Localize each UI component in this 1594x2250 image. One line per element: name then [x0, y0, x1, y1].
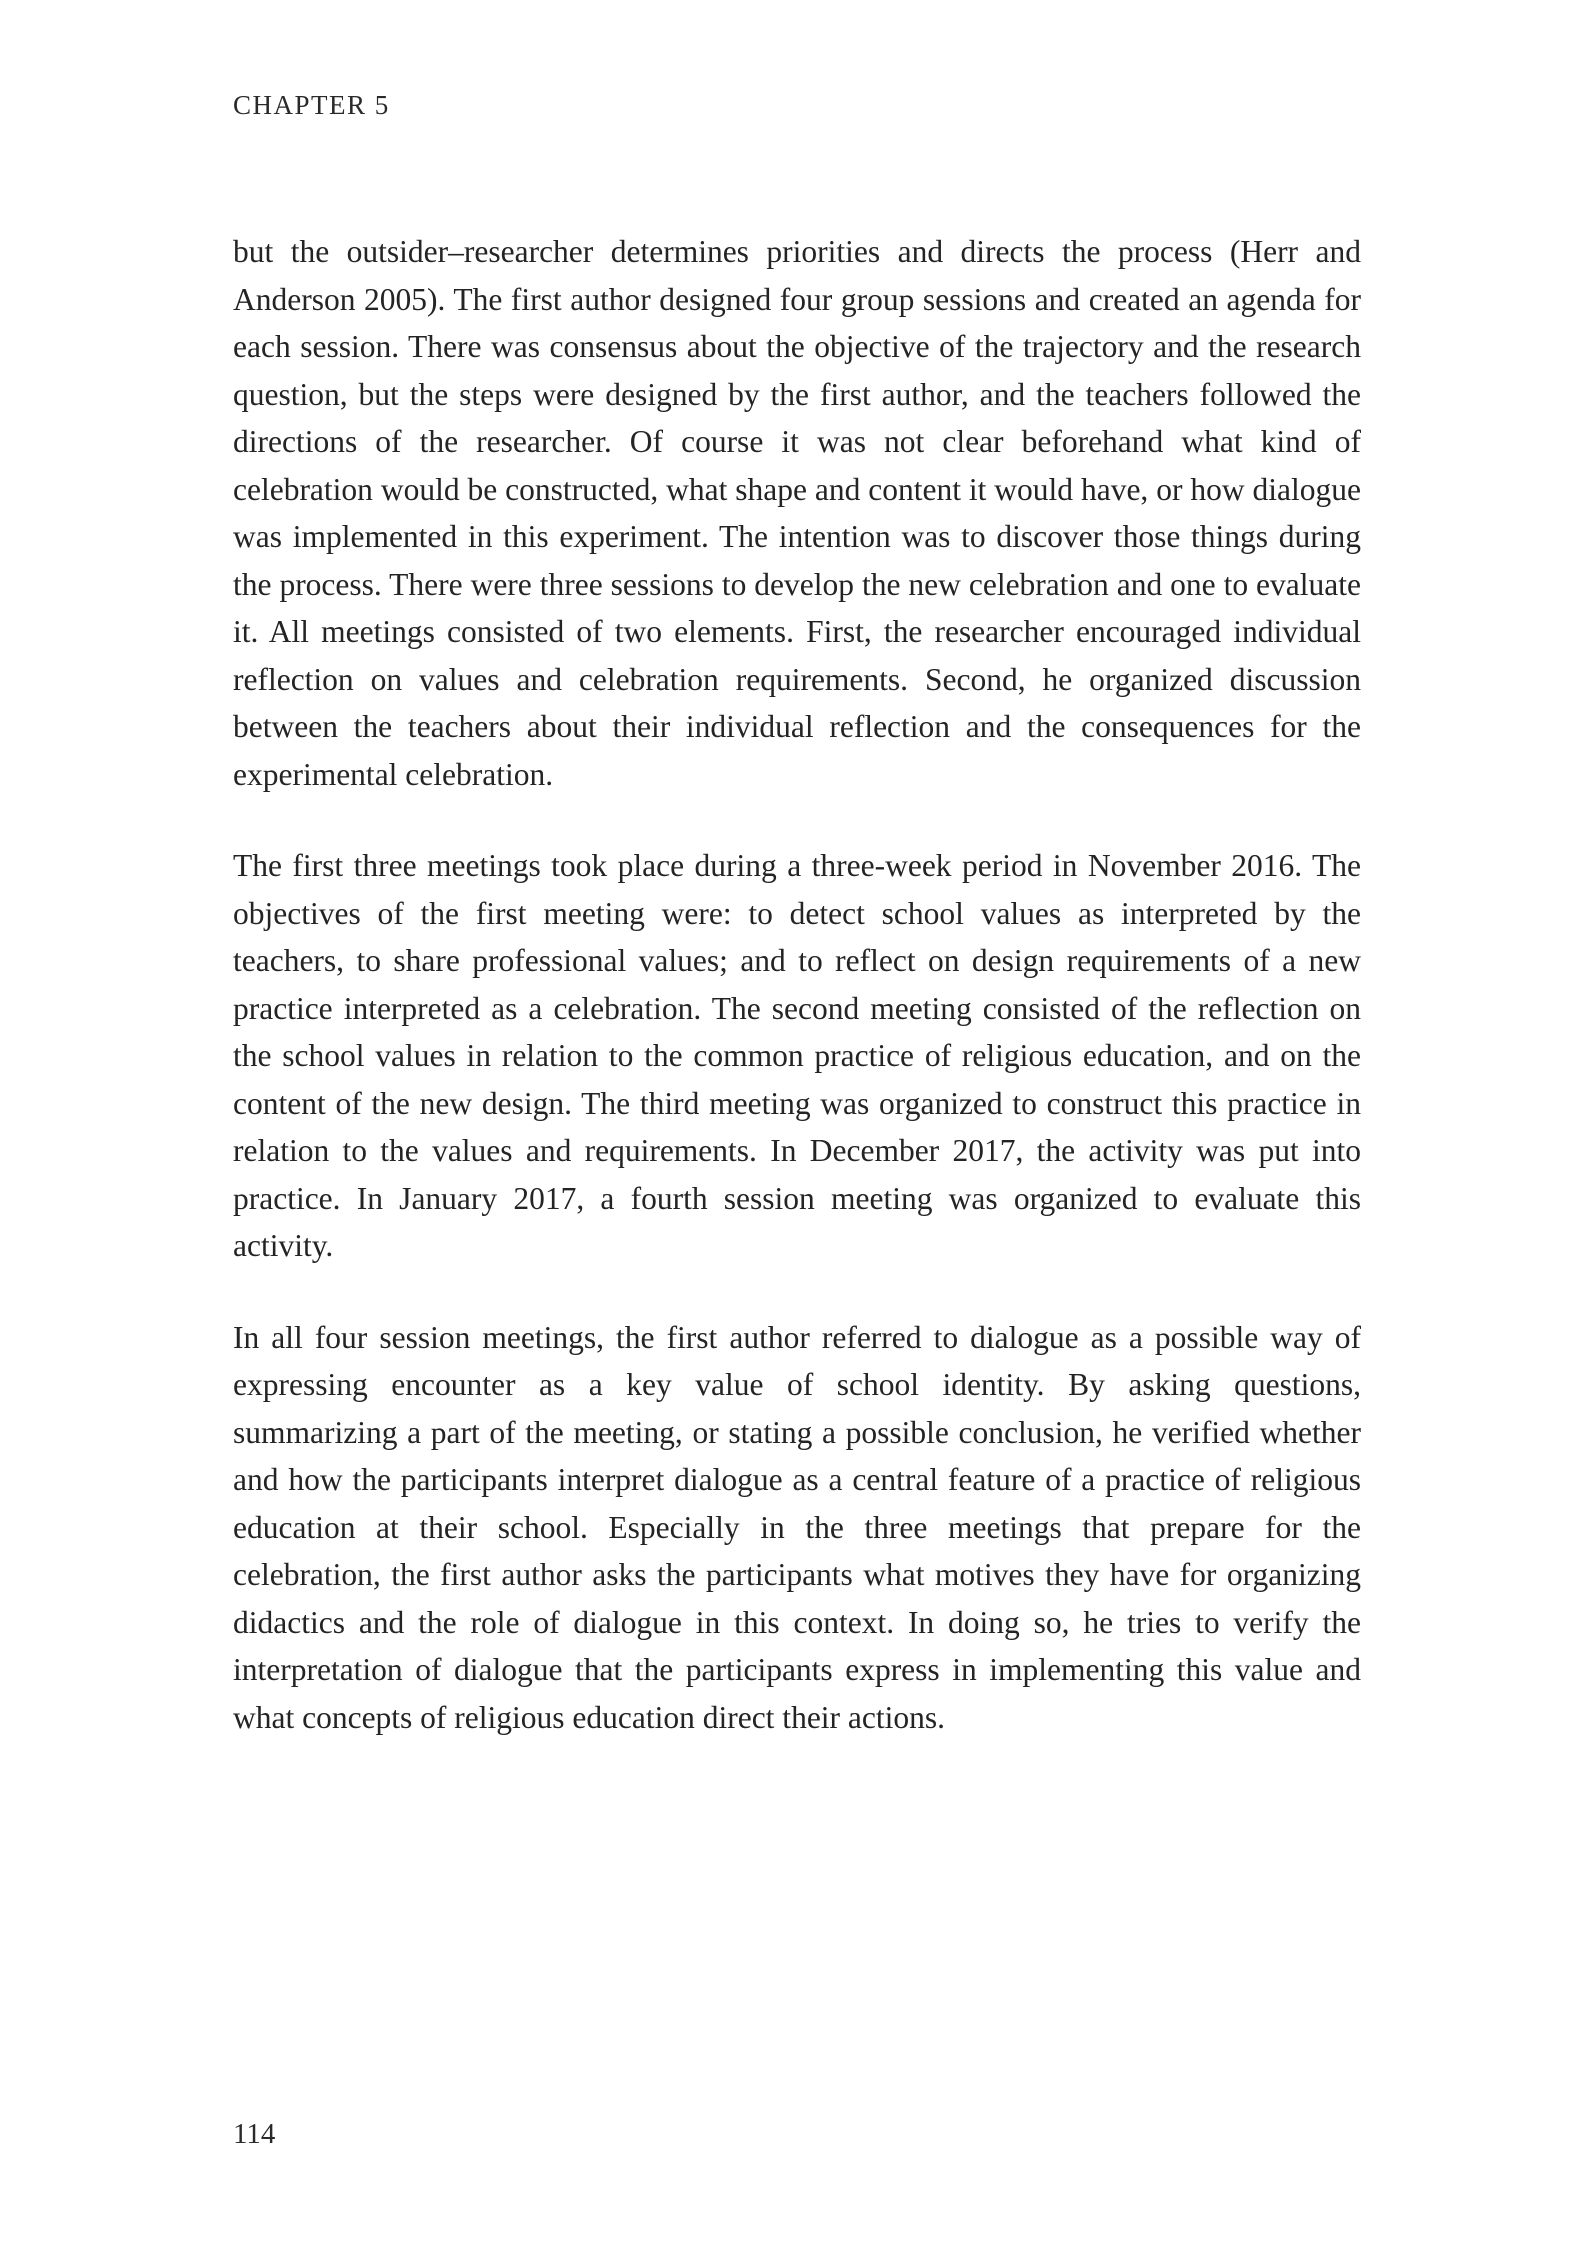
paragraph-1: but the outsider–researcher determines priorities and directs the process (Herr and Anderson 2005). The first author designed four group sessions and created an agenda for each session. There was consensus about the objective of the trajectory and the research question, but the steps were designed by the first author, and the teachers followed the directions of the researcher. Of course it was not clear beforehand what kind of celebration would be constructed, what shape and content it would have, or how dialogue was implemented in this experiment. The intention was to discover those things during the process. There were three sessions to develop the new celebration and one to evaluate it. All meetings consisted of two elements. First, the researcher encouraged individual reflection on values and celebration requirements. Second, he organized discussion between the teachers about their individual reflection and the consequences for the experimental celebration.: [233, 234, 1361, 792]
paragraph-3: In all four session meetings, the first author referred to dialogue as a possible way of expressing encounter as a key value of school identity. By asking questions, summarizing a part of the meeting, or stating a possible conclusion, he verified whether and how the participants interpret dialogue as a central feature of a practice of religious education at their school. Especially in the three meetings that prepare for the celebration, the first author asks the participants what motives they have for organizing didactics and the role of dialogue in this context. In doing so, he tries to verify the interpretation of dialogue that the participants express in implementing this value and what concepts of religious education direct their actions.: [233, 1319, 1361, 1735]
page-body: [233, 228, 1361, 1741]
page-number: 114: [233, 2118, 276, 2150]
paragraph-2: The first three meetings took place during a three-week period in November 2016. The objectives of the first meeting were: to detect school values as interpreted by the teachers, to share professional values; and to reflect on design requirements of a new practice interpreted as a celebration. The second meeting consisted of the reflection on the school values in relation to the common practice of religious education, and on the content of the new design. The third meeting was organized to construct this practice in relation to the values and requirements. In December 2017, the activity was put into practice. In January 2017, a fourth session meeting was organized to evaluate this activity.: [233, 848, 1361, 1263]
chapter-header: CHAPTER 5: [233, 90, 390, 120]
